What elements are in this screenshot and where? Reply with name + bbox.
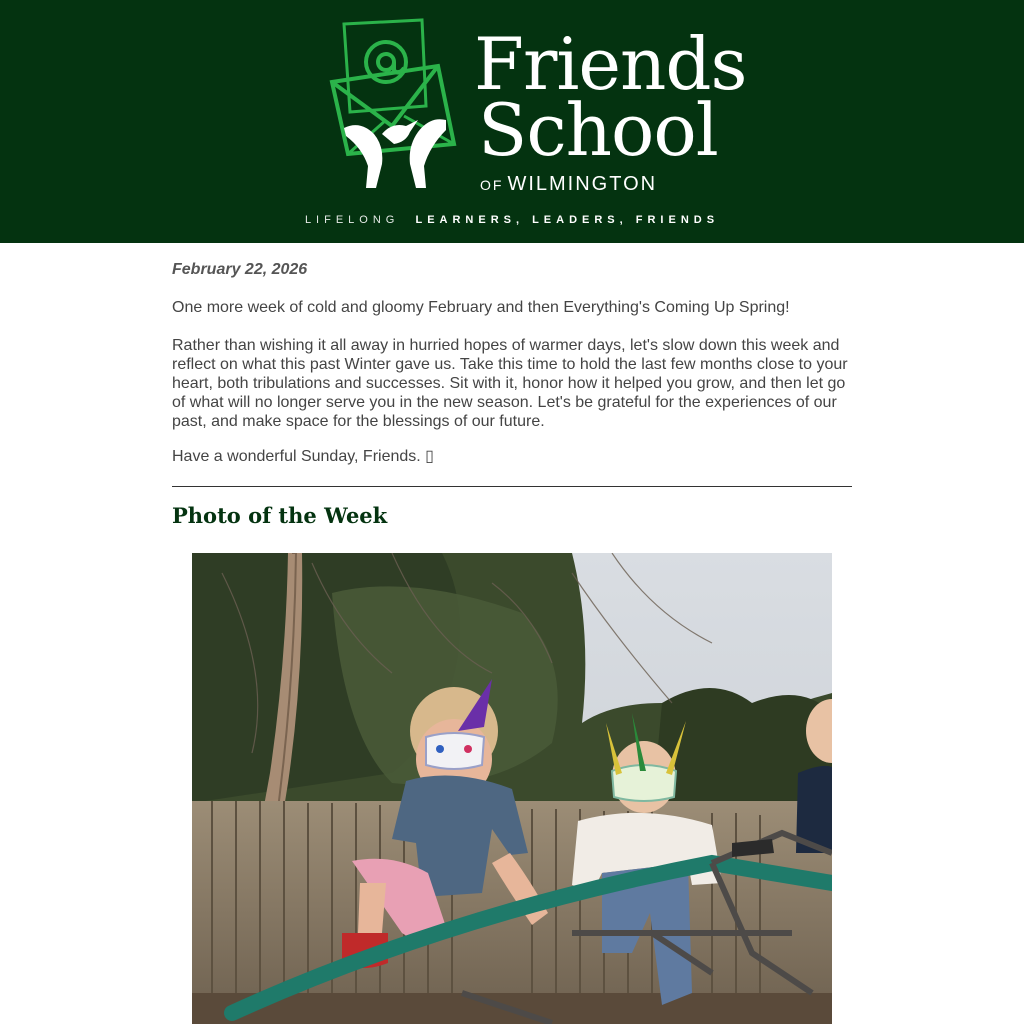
tagline-bold: LEARNERS, LEADERS, FRIENDS	[415, 214, 720, 226]
wordmark-friends: Friends	[474, 22, 747, 106]
section-divider	[172, 486, 852, 487]
closing-paragraph: Have a wonderful Sunday, Friends. ▯	[172, 448, 434, 465]
wordmark-school: School	[478, 88, 718, 172]
tagline-light: LIFELONG	[304, 214, 400, 226]
wordmark-of-wilmington	[480, 172, 657, 197]
school-tagline	[0, 214, 1024, 226]
photo-of-the-week-heading: Photo of the Week	[172, 503, 388, 528]
newsletter-date: February 22, 2026	[172, 261, 308, 278]
body-paragraph: Rather than wishing it all away in hurried hopes of warmer days, let's slow down this week and reflect on what this past Winter gave us. Take this time to hold the last few months close to your heart, both tribulations and successes. Sit with it, honor how it helped you grow, and then let go of what will no longer serve you in the new season. Let's be grateful for the experiences of our past, and make space for the blessings of our future.	[172, 337, 848, 430]
intro-paragraph: One more week of cold and gloomy February and then Everything's Coming Up Spring!	[172, 299, 790, 316]
wordmark-place: WILMINGTON	[507, 173, 658, 195]
photo-of-the-week-image	[192, 553, 832, 1024]
wordmark-of: OF	[480, 177, 504, 193]
header-banner	[0, 0, 1024, 243]
envelope-hands-dove-icon	[326, 16, 460, 192]
